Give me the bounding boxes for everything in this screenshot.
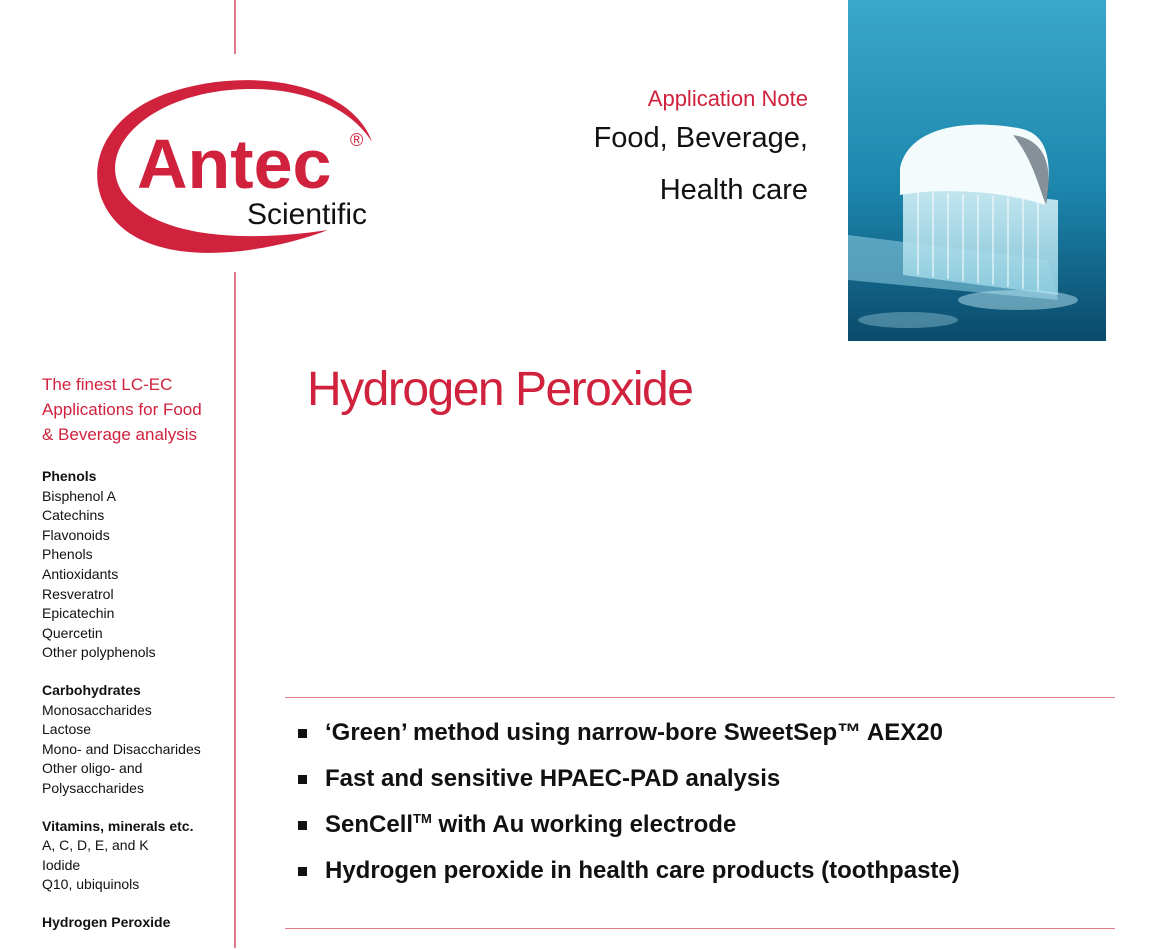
list-item-text: Hydrogen peroxide in health care products (toothpaste) — [325, 857, 960, 884]
application-note-label: Application Note — [647, 86, 808, 111]
section-item: Quercetin — [42, 624, 103, 641]
divider-top — [285, 697, 1115, 698]
list-item — [298, 710, 960, 756]
tagline-line: The finest LC-EC — [42, 375, 173, 394]
page-title: Hydrogen Peroxide — [307, 363, 693, 416]
logo-registered-mark: ® — [350, 130, 364, 150]
list-item-text: Fast and sensitive HPAEC-PAD analysis — [325, 765, 781, 792]
logo-brand-text: Antec — [137, 125, 332, 203]
bullet-square-icon — [298, 775, 307, 784]
section-item: Bisphenol A — [42, 487, 116, 504]
toothbrush-photo — [848, 0, 1106, 341]
category-line: Health care — [659, 174, 808, 206]
sidebar-divider-top — [234, 0, 236, 54]
trademark-superscript: TM — [413, 811, 432, 826]
section-item: Iodide — [42, 856, 81, 873]
section-item: Other oligo- and — [42, 760, 143, 777]
section-title: Carbohydrates — [42, 681, 141, 698]
section-item: Epicatechin — [42, 605, 115, 622]
section-vitamins — [42, 817, 232, 895]
sencell-rest-text: with Au working electrode — [431, 811, 737, 838]
list-item-text: ‘Green’ method using narrow-bore SweetSep™ AEX20 — [325, 719, 943, 746]
section-carbohydrates — [42, 681, 232, 799]
bullet-square-icon — [298, 867, 307, 876]
section-item: Polysaccharides — [42, 779, 144, 796]
section-hydrogen-peroxide — [42, 913, 232, 933]
section-title: Phenols — [42, 468, 97, 484]
section-item: Catechins — [42, 507, 105, 524]
divider-bottom — [285, 928, 1115, 929]
logo-sub-text: Scientific — [247, 198, 368, 231]
application-note-header — [594, 86, 808, 216]
bullet-square-icon — [298, 729, 307, 738]
tagline-line: Applications for Food — [42, 400, 202, 419]
list-item-text — [325, 811, 736, 839]
sidebar-applications — [42, 372, 232, 950]
list-item — [298, 802, 960, 848]
sidebar-tagline — [42, 372, 232, 447]
tagline-line: & Beverage analysis — [42, 425, 197, 444]
highlights-list — [298, 710, 960, 894]
section-item: Phenols — [42, 546, 93, 563]
sencell-text: SenCell — [325, 811, 414, 838]
section-item: Lactose — [42, 721, 92, 738]
sidebar-divider — [234, 272, 236, 948]
section-item: Other polyphenols — [42, 644, 156, 661]
section-item: Q10, ubiquinols — [42, 876, 140, 893]
section-item: A, C, D, E, and K — [42, 837, 149, 854]
section-item: Resveratrol — [42, 585, 114, 602]
section-item: Monosaccharides — [42, 701, 152, 718]
section-phenols — [42, 467, 232, 663]
section-item: Mono- and Disaccharides — [42, 740, 201, 757]
bullet-square-icon — [298, 821, 307, 830]
antec-logo — [80, 72, 390, 257]
section-title: Hydrogen Peroxide — [42, 913, 171, 930]
section-item: Antioxidants — [42, 565, 119, 582]
section-item: Flavonoids — [42, 526, 110, 543]
list-item — [298, 756, 960, 802]
list-item — [298, 848, 960, 894]
category-line: Food, Beverage, — [593, 122, 808, 154]
section-title: Vitamins, minerals etc. — [42, 817, 194, 834]
